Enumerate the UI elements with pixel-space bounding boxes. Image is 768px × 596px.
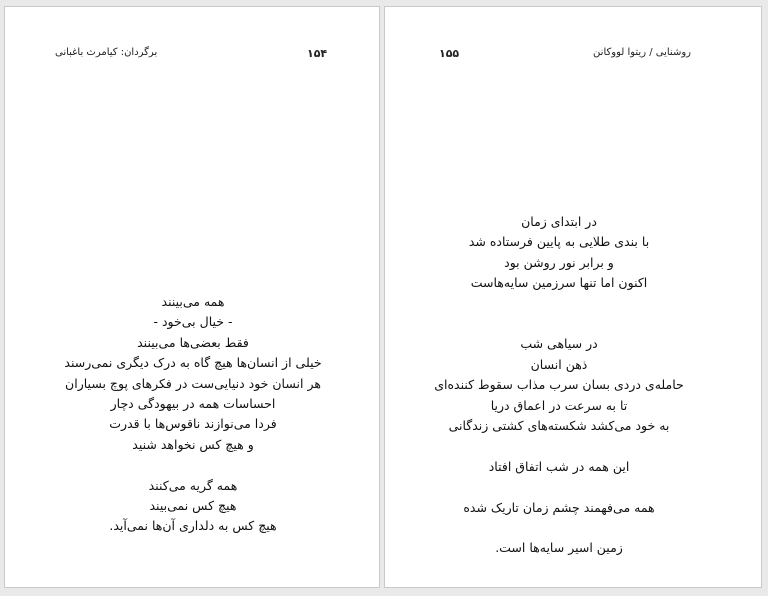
stanza-gap	[371, 294, 747, 314]
poem-line: اکنون اما تنها سرزمین سایه‌هاست	[470, 275, 648, 291]
poem-line: زمین اسیر سایه‌ها است.	[495, 540, 623, 556]
poem-line: همه گریه می‌کنند	[148, 477, 238, 493]
poem-line: احساسات همه در بیهودگی دچار	[110, 396, 276, 412]
poem-line: هر انسان خود دنیایی‌ست در فکرهای پوچ بسیاران	[65, 375, 321, 391]
stanza-gap	[371, 518, 747, 538]
poem-line: تا به سرعت در اعماق دریا	[490, 397, 628, 413]
poem-line: همه می‌بینند	[161, 294, 225, 309]
left-page	[4, 6, 380, 588]
left-poem	[5, 292, 381, 537]
right-page-number: ۱۵۵	[439, 47, 460, 60]
stanza-gap	[5, 455, 381, 475]
poem-line: هیچ کس به دلداری آن‌ها نمی‌آید.	[109, 518, 277, 534]
poem-line: و هیچ کس نخواهد شنید	[132, 436, 254, 452]
poem-line: با بندی طلایی به پایین فرستاده شد	[468, 234, 650, 250]
poem-line: ذهن انسان	[530, 356, 588, 372]
stanza-gap	[371, 477, 747, 497]
poem-line: هیچ کس نمی‌بیند	[149, 498, 237, 514]
left-page-number: ۱۵۴	[307, 47, 328, 60]
stanza-gap	[371, 314, 747, 334]
poem-line: خیلی از انسان‌ها هیچ گاه به درک دیگری نمی‌رسند	[64, 355, 322, 371]
stanza-gap	[371, 436, 747, 456]
right-header-title: روشنایی / ریتوا لووکانن	[593, 47, 691, 58]
right-page	[384, 6, 762, 588]
poem-line: به خود می‌کشد شکسته‌های کشتی زندگانی	[448, 418, 670, 434]
poem-line: این همه در شب اتفاق افتاد	[488, 458, 630, 474]
poem-line: و برابر نور روشن بود	[504, 254, 614, 270]
poem-line: در ابتدای زمان	[521, 214, 597, 229]
poem-line: - خیال بی‌خود -	[153, 314, 233, 330]
poem-line: حامله‌ی دردی بسان سرب مذاب سقوط کننده‌ای	[434, 377, 684, 393]
right-poem	[371, 212, 747, 559]
poem-line: در سیاهی شب	[520, 336, 598, 352]
poem-line: فردا می‌نوازند ناقوس‌ها با قدرت	[109, 416, 277, 432]
poem-line: همه می‌فهمند چشم زمان تاریک شده	[463, 499, 655, 515]
poem-line: فقط بعضی‌ها می‌بینند	[137, 334, 249, 350]
left-header-translator: برگردان: کیامرث باغبانی	[55, 47, 158, 58]
